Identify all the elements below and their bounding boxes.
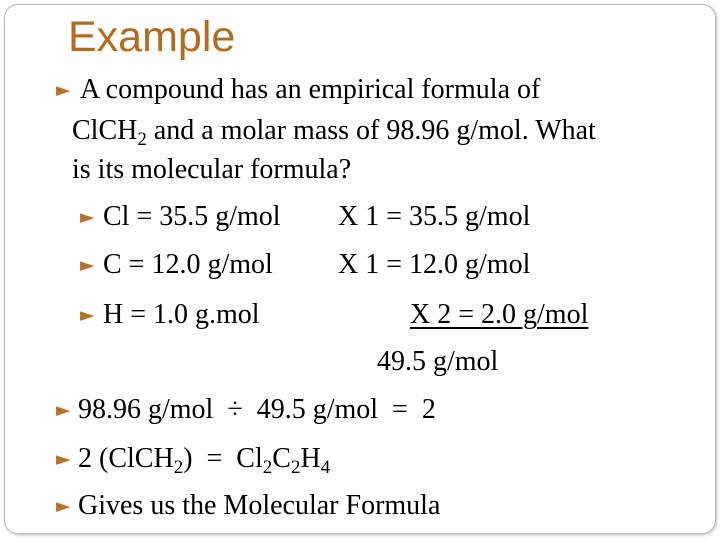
mass-label-cl: Cl = 35.5 g/mol: [103, 201, 281, 232]
bullet-arrow-icon: ►: [80, 254, 95, 276]
total-mass: 49.5 g/mol: [377, 346, 499, 377]
question-line-2: ClCH$_2$ and a molar mass of 98.96 g/mol. What: [72, 115, 596, 150]
bullet-arrow-icon: ►: [80, 206, 95, 228]
mass-calc-c: X 1 = 12.0 g/mol: [338, 249, 531, 280]
question-line-1: A compound has an empirical formula of: [80, 74, 541, 105]
question-line-3: is its molecular formula?: [72, 154, 352, 185]
conclusion-line: Gives us the Molecular Formula: [78, 490, 441, 521]
bullet-arrow-icon: ►: [56, 495, 71, 517]
bullet-arrow-icon: ►: [56, 79, 71, 101]
mass-label-c: C = 12.0 g/mol: [103, 249, 273, 280]
mass-label-h: H = 1.0 g.mol: [103, 299, 260, 330]
molecular-formula-line: 2 (ClCH$_2$) = $Cl_2C_2H_4$: [78, 443, 331, 478]
mass-calc-h: X 2 = 2.0 g/mol: [410, 299, 589, 330]
bullet-arrow-icon: ►: [56, 448, 71, 470]
division-line: 98.96 g/mol ÷ 49.5 g/mol = 2: [78, 394, 436, 425]
bullet-arrow-icon: ►: [56, 399, 71, 421]
bullet-arrow-icon: ►: [80, 304, 95, 326]
mass-calc-cl: X 1 = 35.5 g/mol: [338, 201, 531, 232]
slide-title: Example: [68, 13, 236, 61]
